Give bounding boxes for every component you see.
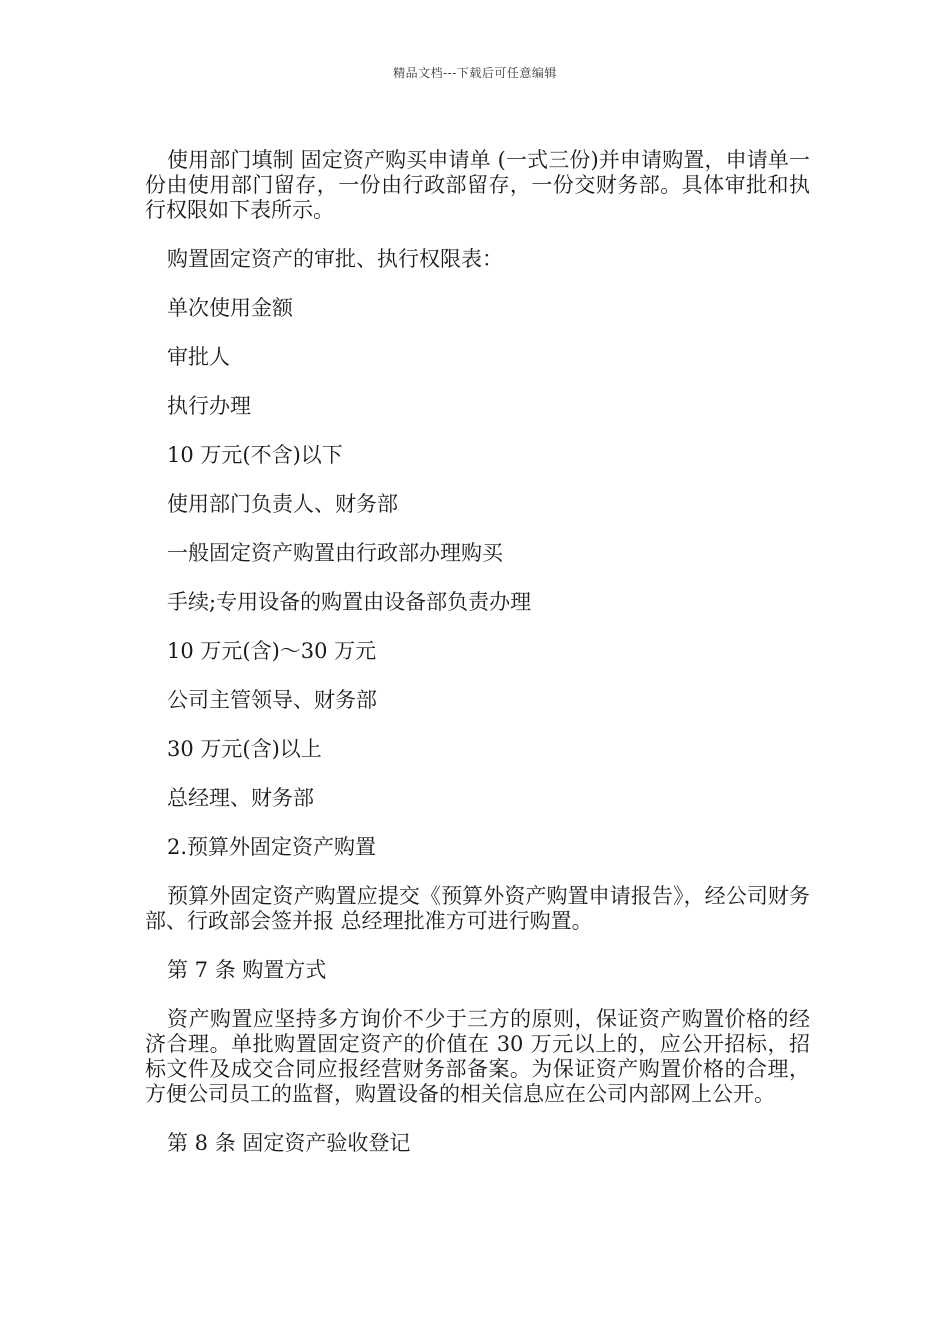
page-header: 精品文档---下载后可任意编辑 bbox=[393, 66, 557, 80]
paragraph-purchase-method: 资产购置应坚持多方询价不少于三方的原则，保证资产购置价格的经济合理。单批购置固定资产的价值在 30 万元以上的，应公开招标，招标文件及成交合同应报经营财务部备案。为保证资产购置价格的合理，方便公司员工的监督，购置设备的相关信息应在公司内部网上公开。 bbox=[145, 1007, 810, 1106]
table-row3-amount: 30 万元(含)以上 bbox=[167, 737, 322, 761]
table-header-amount: 单次使用金额 bbox=[167, 296, 293, 320]
section-heading-off-budget: 2.预算外固定资产购置 bbox=[167, 835, 377, 859]
table-row2-amount: 10 万元(含)～30 万元 bbox=[167, 639, 377, 663]
table-title: 购置固定资产的审批、执行权限表： bbox=[167, 247, 503, 271]
table-row3-approver: 总经理、财务部 bbox=[167, 786, 314, 810]
article-8-heading: 第 8 条 固定资产验收登记 bbox=[167, 1131, 411, 1155]
table-row1-approver: 使用部门负责人、财务部 bbox=[167, 492, 398, 516]
document-body bbox=[145, 148, 810, 1156]
paragraph-off-budget: 预算外固定资产购置应提交《预算外资产购置申请报告》，经公司财务部、行政部会签并报 总经理批准方可进行购置。 bbox=[145, 884, 810, 933]
table-header-approver: 审批人 bbox=[167, 345, 230, 369]
paragraph-purchase-request: 使用部门填制 固定资产购买申请单 (一式三份)并申请购置，申请单一份由使用部门留存，一份由行政部留存，一份交财务部。具体审批和执行权限如下表所示。 bbox=[145, 148, 810, 222]
table-row1-execution-line2: 手续;专用设备的购置由设备部负责办理 bbox=[167, 590, 532, 614]
table-row1-execution-line1: 一般固定资产购置由行政部办理购买 bbox=[167, 541, 503, 565]
table-row1-amount: 10 万元(不含)以下 bbox=[167, 443, 343, 467]
table-header-execution: 执行办理 bbox=[167, 394, 251, 418]
table-row2-approver: 公司主管领导、财务部 bbox=[167, 688, 377, 712]
article-7-heading: 第 7 条 购置方式 bbox=[167, 958, 327, 982]
